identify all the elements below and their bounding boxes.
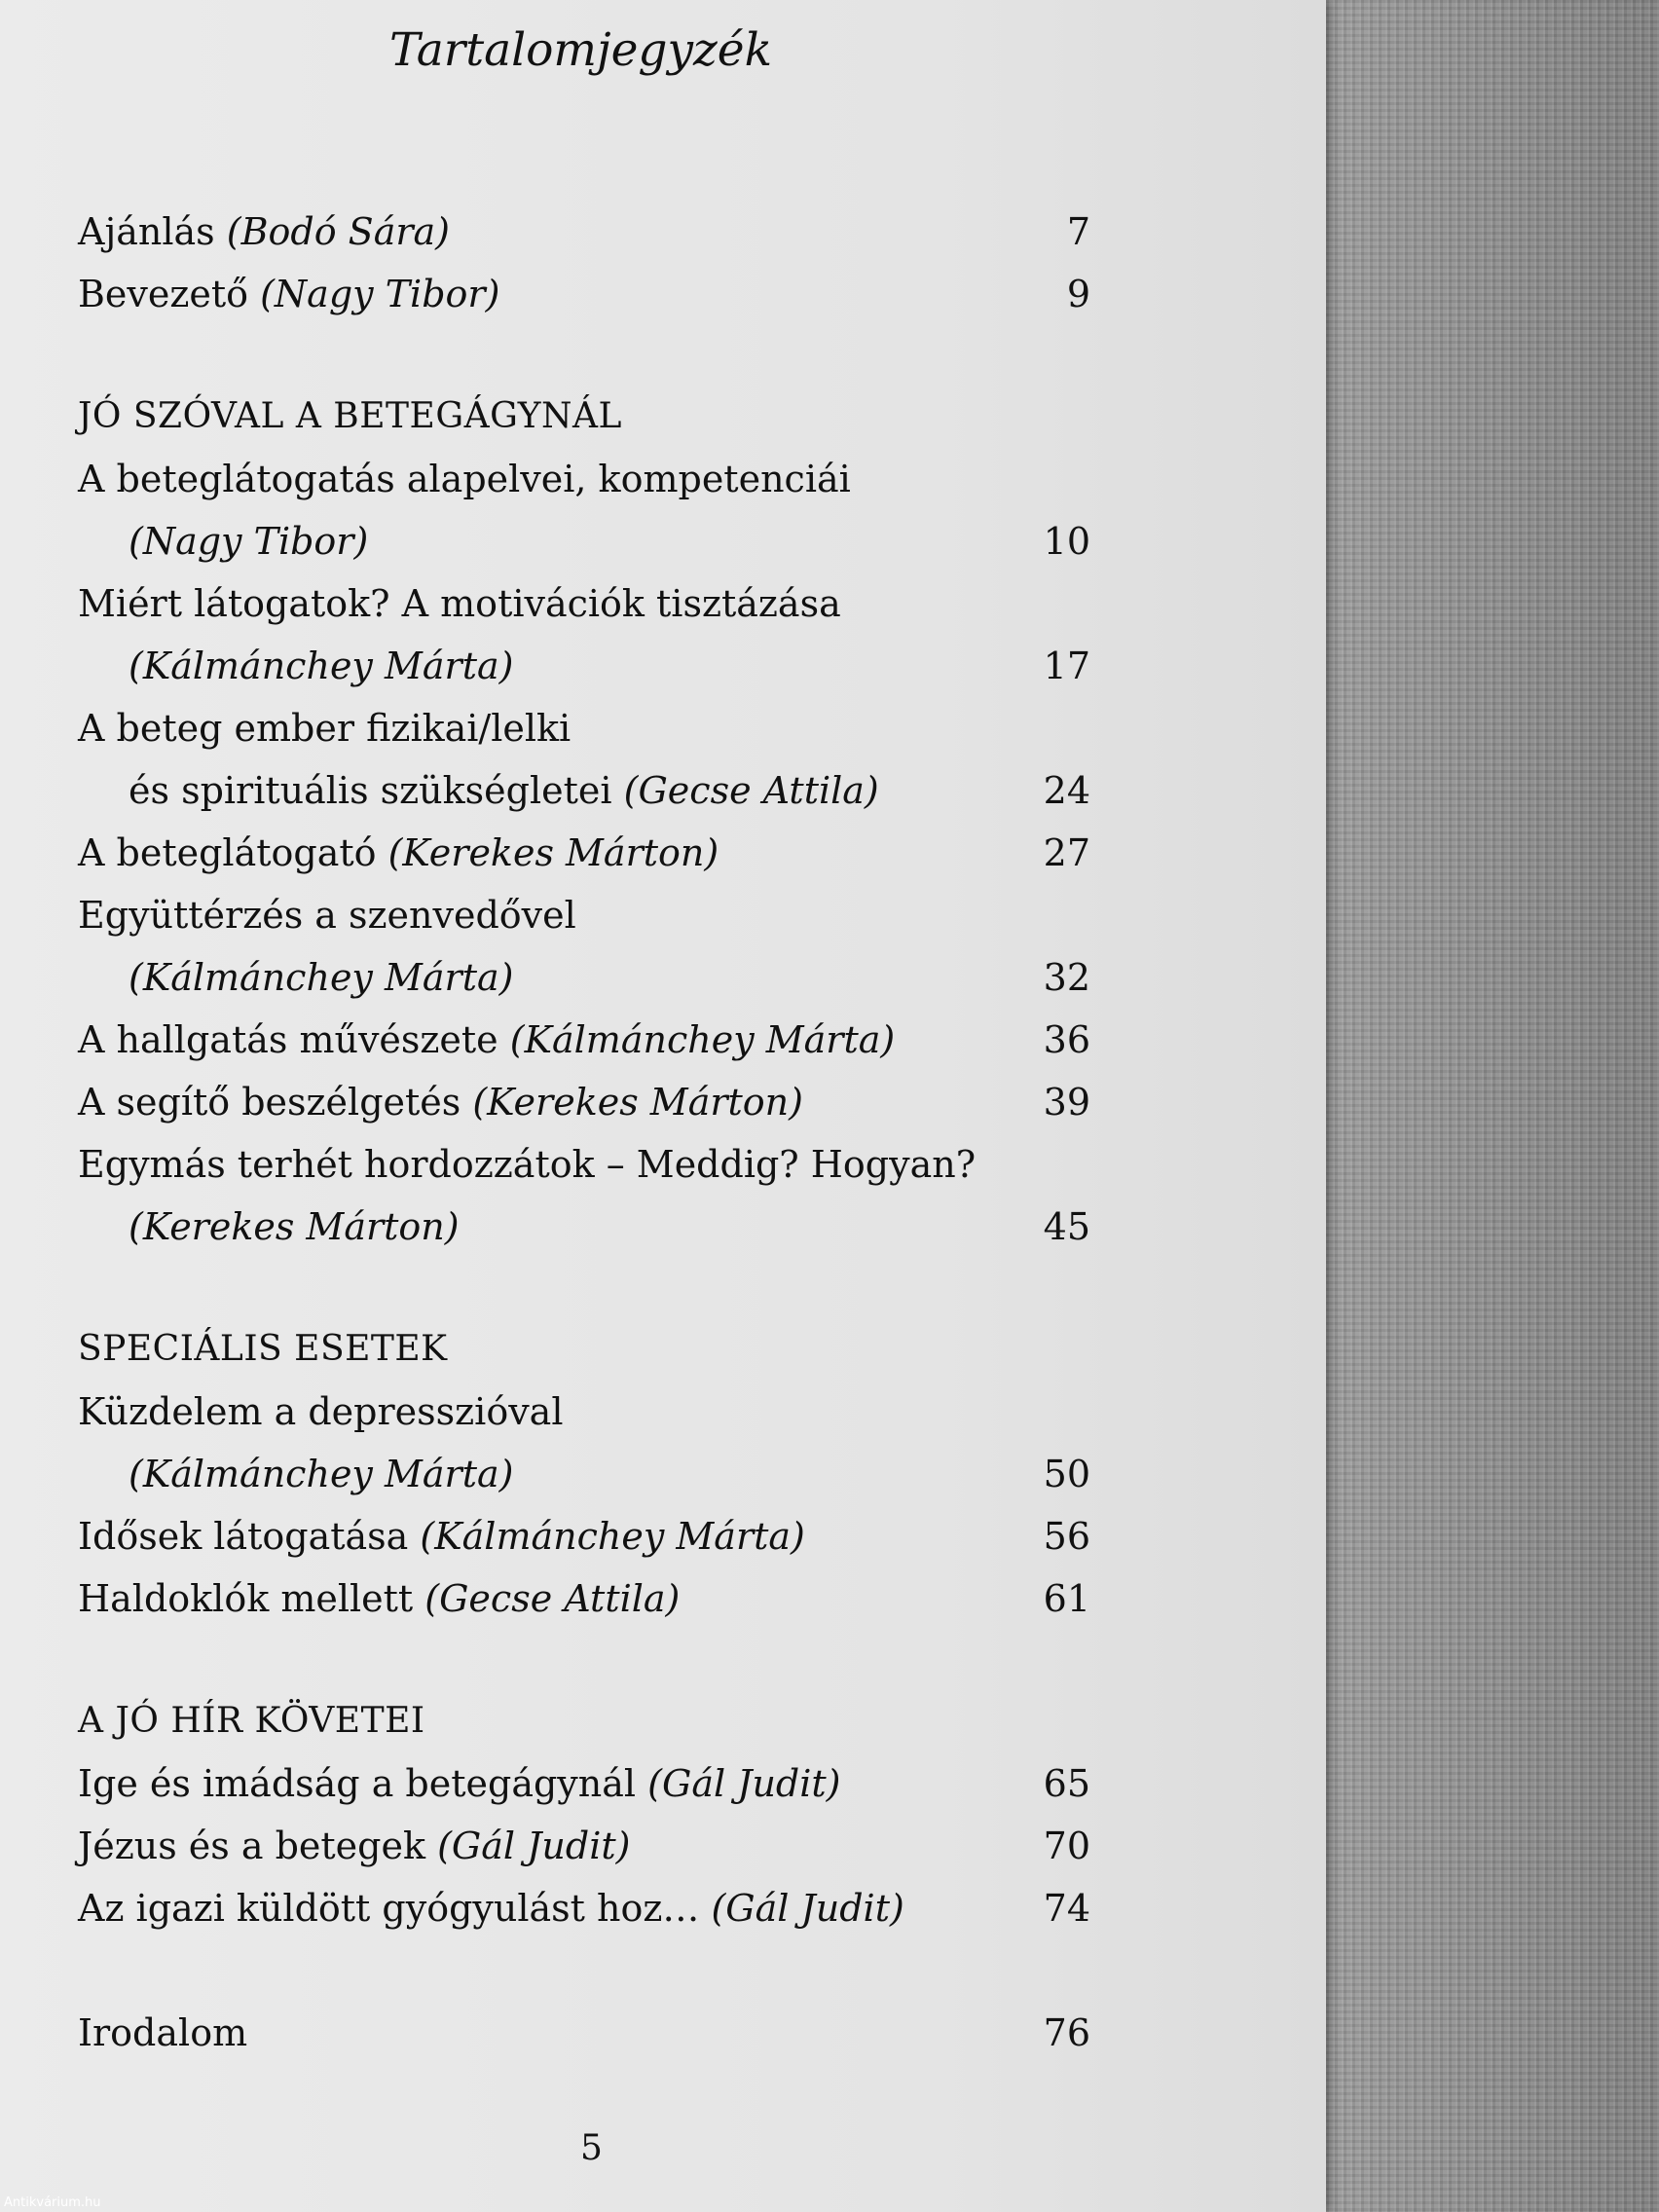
entry-page: 32 <box>1043 956 1090 999</box>
toc-entry <box>78 1752 1090 1815</box>
toc-entry <box>78 1071 1090 1133</box>
entry-title: A beteg ember fizikai/lelki <box>78 707 571 750</box>
toc-entry <box>78 572 1090 635</box>
toc-entry-bibliography <box>78 2002 1090 2064</box>
entry-page: 17 <box>1043 645 1090 687</box>
toc-entry-continuation <box>78 1196 1090 1258</box>
entry-title: Idősek látogatása <box>78 1515 421 1558</box>
entry-title: Irodalom <box>78 2011 248 2054</box>
toc-entry <box>78 822 1090 884</box>
entry-title: Ige és imádság a betegágynál <box>78 1762 648 1805</box>
entry-page: 27 <box>1043 831 1090 874</box>
entry-author: (Kerekes Márton) <box>472 1081 803 1124</box>
section-heading: SPECIÁLIS ESETEK <box>78 1329 448 1369</box>
entry-title: Az igazi küldött gyógyulást hoz… <box>78 1887 712 1930</box>
entry-page: 50 <box>1043 1453 1090 1495</box>
entry-title: Együttérzés a szenvedővel <box>78 894 576 937</box>
entry-page: 65 <box>1043 1762 1090 1805</box>
section-heading: A JÓ HÍR KÖVETEI <box>78 1701 425 1741</box>
entry-title: A beteglátogatás alapelvei, kompetenciái <box>78 458 851 500</box>
entry-page: 56 <box>1043 1515 1090 1558</box>
toc-entry-continuation <box>78 1443 1090 1505</box>
toc-entry <box>78 1009 1090 1071</box>
toc-entry <box>78 697 1090 759</box>
entry-title: Bevezető <box>78 273 261 315</box>
entry-author: (Kerekes Márton) <box>387 831 719 874</box>
entry-page: 76 <box>1043 2011 1090 2054</box>
entry-author: (Bodó Sára) <box>226 210 450 253</box>
entry-page: 9 <box>1066 273 1090 315</box>
entry-title: Ajánlás <box>78 210 227 253</box>
entry-author: (Nagy Tibor) <box>260 273 500 315</box>
toc-entry <box>78 448 1090 510</box>
entry-page: 24 <box>1043 769 1090 812</box>
toc-entry <box>78 1381 1090 1443</box>
toc-entry <box>78 884 1090 946</box>
entry-author: (Nagy Tibor) <box>129 520 369 563</box>
entry-author: (Gecse Attila) <box>424 1577 681 1620</box>
entry-title: Küzdelem a depresszióval <box>78 1390 564 1433</box>
entry-page: 10 <box>1043 520 1090 563</box>
table-of-contents <box>78 201 1090 2064</box>
entry-author: (Kálmánchey Márta) <box>420 1515 805 1558</box>
background-wall <box>1324 0 1659 2212</box>
toc-entry <box>78 263 1090 325</box>
entry-page: 36 <box>1043 1018 1090 1061</box>
entry-page: 39 <box>1043 1081 1090 1124</box>
entry-title: A segítő beszélgetés <box>78 1081 473 1124</box>
toc-entry-continuation <box>78 946 1090 1009</box>
entry-title: Egymás terhét hordozzátok – Meddig? Hogyan? <box>78 1143 977 1186</box>
section-heading: JÓ SZÓVAL A BETEGÁGYNÁL <box>78 396 622 436</box>
toc-entry <box>78 1877 1090 1939</box>
entry-title: és spirituális szükségletei <box>129 769 624 812</box>
toc-entry <box>78 1815 1090 1877</box>
page-number: 5 <box>580 2128 603 2168</box>
entry-author: (Kálmánchey Márta) <box>129 645 514 687</box>
spacer <box>78 1939 1090 2002</box>
entry-page: 74 <box>1043 1887 1090 1930</box>
entry-page: 45 <box>1043 1205 1090 1248</box>
page-title: Tartalomjegyzék <box>389 23 773 77</box>
watermark: Antikvárium.hu <box>4 2195 101 2210</box>
toc-entry <box>78 1567 1090 1630</box>
entry-author: (Kerekes Márton) <box>129 1205 460 1248</box>
toc-entry <box>78 201 1090 263</box>
toc-entry <box>78 1505 1090 1567</box>
entry-author: (Kálmánchey Márta) <box>509 1018 896 1061</box>
entry-author: (Gál Judit) <box>437 1825 631 1867</box>
entry-page: 70 <box>1043 1825 1090 1867</box>
entry-author: (Gál Judit) <box>711 1887 904 1930</box>
entry-author: (Gecse Attila) <box>623 769 879 812</box>
entry-title: Haldoklók mellett <box>78 1577 425 1620</box>
entry-page: 7 <box>1066 210 1090 253</box>
entry-title: Miért látogatok? A motivációk tisztázása <box>78 582 841 625</box>
entry-title: Jézus és a betegek <box>78 1825 438 1867</box>
toc-entry-continuation <box>78 635 1090 697</box>
entry-author: (Kálmánchey Márta) <box>129 956 514 999</box>
entry-page: 61 <box>1043 1577 1090 1620</box>
toc-entry <box>78 1133 1090 1196</box>
entry-title: A hallgatás művészete <box>78 1018 510 1061</box>
toc-entry-continuation <box>78 759 1090 822</box>
entry-author: (Kálmánchey Márta) <box>129 1453 514 1495</box>
entry-author: (Gál Judit) <box>647 1762 841 1805</box>
toc-entry-continuation <box>78 510 1090 572</box>
entry-title: A beteglátogató <box>78 831 388 874</box>
